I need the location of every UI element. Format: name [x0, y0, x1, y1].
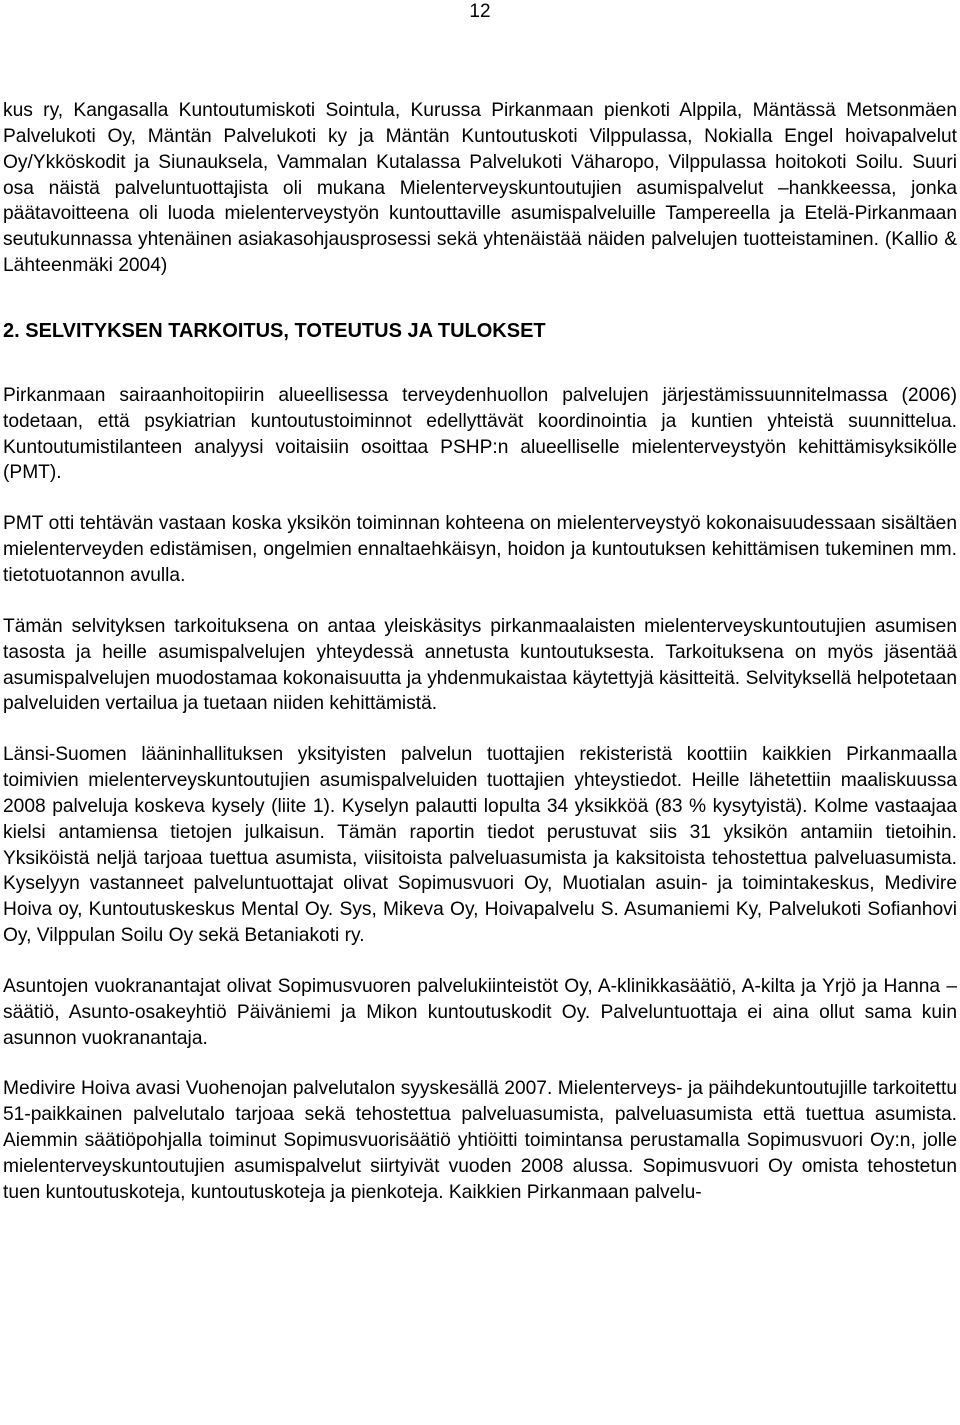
paragraph-4: Länsi-Suomen lääninhallituksen yksityisten palvelun tuottajien rekisteristä koottiin kaikkien Pirkanmaalla toimivien mielenterveyskuntoutujien asumispalveluiden tuottajien yhteystiedot. Heille lähetettiin maaliskuussa 2008 palveluja koskeva kysely (liite 1). Kyselyn palautti lopulta 34 yksikköä (83 % kysytyistä). Kolme vastaajaa kielsi antamiensa tietojen julkaisun. Tämän raportin tiedot perustuvat siis 31 yksikön antamiin tietoihin. Yksiköistä neljä tarjoaa tuettua asumista, viisitoista palveluasumista ja kaksitoista tehostettua palveluasumista. Kyselyyn vastanneet palveluntuottajat olivat Sopimusvuori Oy, Muotialan asuin- ja toimintakeskus, Medivire Hoiva oy, Kuntoutuskeskus Mental Oy. Sys, Mikeva Oy, Hoivapalvelu S. Asumaniemi Ky, Palvelukoti Sofianhovi Oy, Vilppulan Soilu Oy sekä Betaniakoti ry.: [3, 744, 957, 947]
document-body: [3, 98, 957, 1206]
page-number: 12: [469, 1, 491, 22]
paragraph-1: Pirkanmaan sairaanhoitopiirin alueellisessa terveydenhuollon palvelujen järjestämissuunnitelmassa (2006) todetaan, että psykiatrian kuntoutustoiminnot edellyttävät koordinointia ja kuntien yhteistä suunnittelua. Kuntoutumistilanteen analyysi voitaisiin osoittaa PSHP:n alueelliselle mielenterveystyön kehittämisyksikölle (PMT).: [3, 384, 957, 484]
paragraph-6: Medivire Hoiva avasi Vuohenojan palvelutalon syyskesällä 2007. Mielenterveys- ja päihdekuntoutujille tarkoitettu 51-paikkainen palvelutalo tarjoaa sekä tehostettua palveluasumista, palveluasumista että tuettua asumista. Aiemmin säätiöpohjalla toiminut Sopimusvuorisäätiö yhtiöitti toimintansa perustamalla Sopimusvuori Oy:n, jolle mielenterveyskuntoutujien asumispalvelut siirtyivät vuoden 2008 alussa. Sopimusvuori Oy omista tehostetun tuen kuntoutuskoteja, kuntoutuskoteja ja pienkoteja. Kaikkien Pirkanmaan palvelu-: [3, 1078, 957, 1203]
section-heading: 2. SELVITYKSEN TARKOITUS, TOTEUTUS JA TULOKSET: [3, 319, 546, 342]
paragraph-2: PMT otti tehtävän vastaan koska yksikön toiminnan kohteena on mielenterveystyö kokonaisuudessaan sisältäen mielenterveyden edistämisen, ongelmien ennaltaehkäisyn, hoidon ja kuntoutuksen kehittämisen tukeminen mm. tietotuotannon avulla.: [3, 513, 957, 586]
paragraph-intro: kus ry, Kangasalla Kuntoutumiskoti Sointula, Kurussa Pirkanmaan pienkoti Alppila, Mäntässä Metsonmäen Palvelukoti Oy, Mäntän Palvelukoti ky ja Mäntän Kuntoutuskoti Vilppulassa, Nokialla Engel hoivapalvelut Oy/Ykköskodit ja Siunauksela, Vammalan Kutalassa Palvelukoti Väharopo, Vilppulassa hoitokoti Soilu. Suuri osa näistä palveluntuottajista oli mukana Mielenterveyskuntoutujien asumispalvelut –hankkeessa, jonka päätavoitteena oli luoda mielenterveystyön kuntouttaville asumispalveluille Tampereella ja Etelä-Pirkanmaan seutukunnassa yhtenäinen asiakasohjausprosessi sekä yhtenäistää näiden palvelujen tuotteistaminen. (Kallio & Lähteenmäki 2004): [3, 100, 957, 277]
paragraph-5: Asuntojen vuokranantajat olivat Sopimusvuoren palvelukiinteistöt Oy, A-klinikkasäätiö, A-kilta ja Yrjö ja Hanna –säätiö, Asunto-osakeyhtiö Päiväniemi ja Mikon kuntoutuskodit Oy. Palveluntuottaja ei aina ollut sama kuin asunnon vuokranantaja.: [3, 975, 957, 1049]
paragraph-3: Tämän selvityksen tarkoituksena on antaa yleiskäsitys pirkanmaalaisten mielenterveyskuntoutujien asumisen tasosta ja heille asumispalvelujen yhteydessä annetusta kuntoutuksesta. Tarkoituksena on myös jäsentää asumispalvelujen muodostamaa kokonaisuutta ja yhdenmukaistaa käytettyjä käsitteitä. Selvityksellä helpotetaan palveluiden vertailua ja tuetaan niiden kehittämistä.: [3, 615, 957, 715]
